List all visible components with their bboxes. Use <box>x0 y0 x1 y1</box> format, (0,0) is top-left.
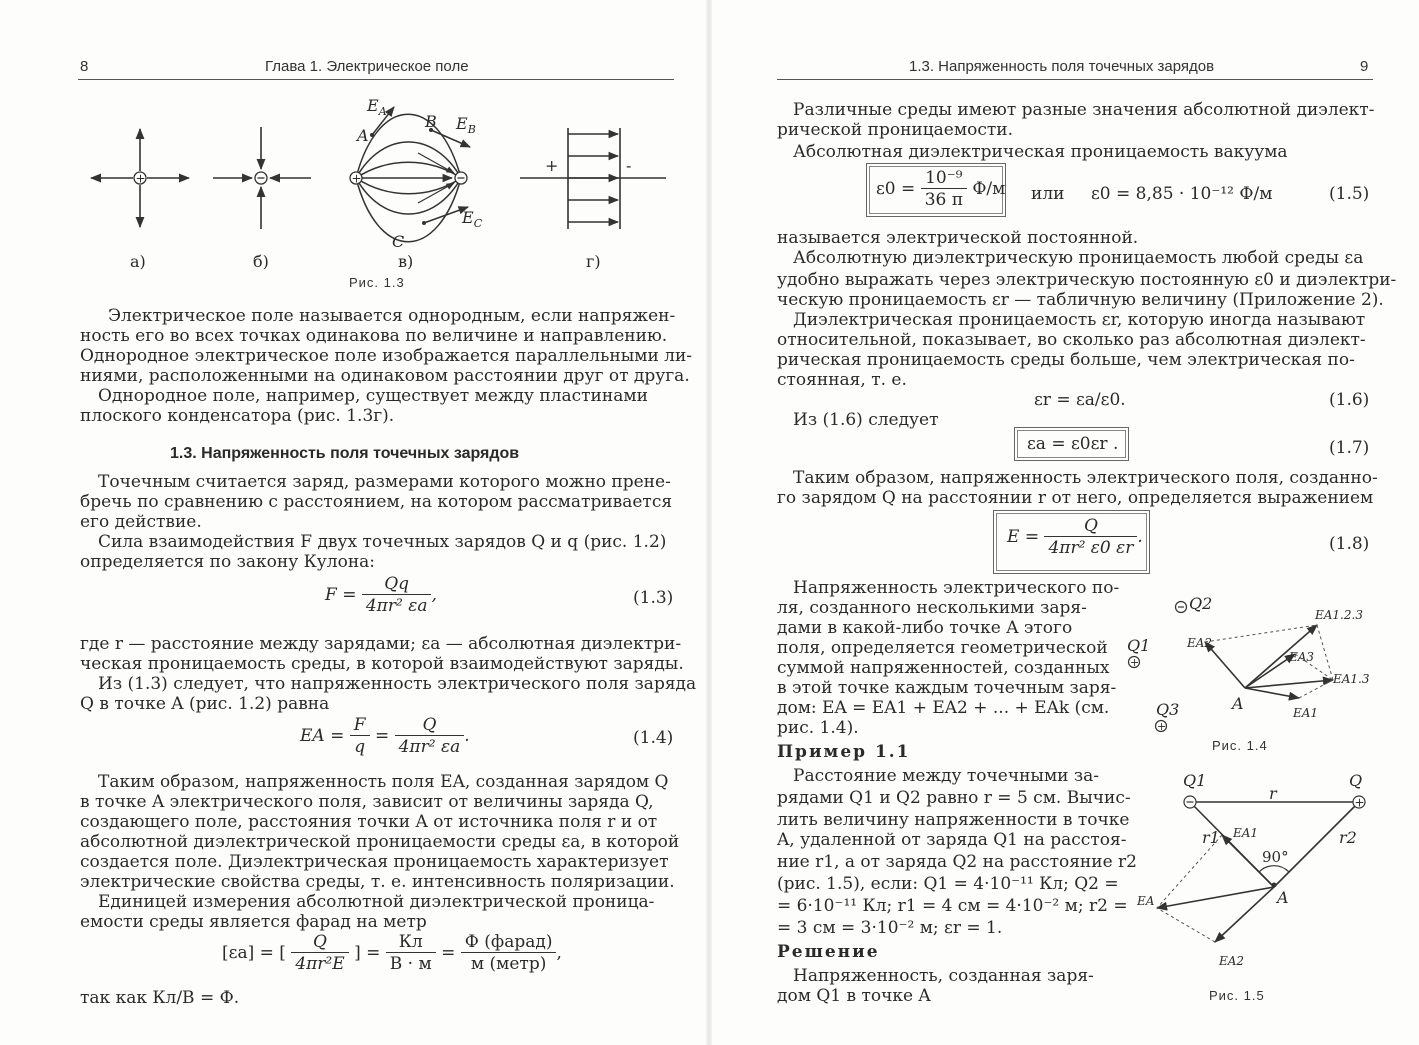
fig13-caption: Рис. 1.3 <box>349 275 405 290</box>
paragraph-line: (рис. 1.5), если: Q1 = 4·10⁻¹¹ Кл; Q2 = <box>777 874 1119 894</box>
paragraph-line: = 3 см = 3·10⁻² м; εr = 1. <box>777 918 1003 938</box>
fig14-label-EA13: EA1.3 <box>1333 672 1370 686</box>
paragraph-line: в точке A электрического поля, зависит от величины заряда Q, <box>80 792 654 812</box>
fig13-label-B: B <box>425 112 437 131</box>
equation-tag: (1.7) <box>1329 438 1370 458</box>
paragraph-line: ческую проницаемость εr — табличную величину (Приложение 2). <box>777 290 1384 310</box>
figure-1-3 <box>78 95 678 275</box>
fig14-label-A: A <box>1232 694 1244 713</box>
paragraph-line: ние r1, а от заряда Q2 на расстояние r2 <box>777 852 1137 872</box>
fig13a-positive-charge <box>91 129 189 227</box>
paragraph-line: Абсолютная диэлектрическая проницаемость вакуума <box>793 142 1288 162</box>
fig13-sub-b: б) <box>253 252 269 271</box>
paragraph-line: бречь по сравнению с расстоянием, на котором рассматривается <box>80 492 673 512</box>
fig14-label-Q3: Q3 <box>1156 700 1180 719</box>
paragraph-line: ниями, расположенными на одинаковом расстоянии друг от друга. <box>80 366 690 386</box>
fig13-label-C: C <box>392 232 405 251</box>
fig13b-negative-charge <box>213 127 311 229</box>
paragraph-line: его действие. <box>80 512 202 532</box>
paragraph-line: определяется по закону Кулона: <box>80 552 376 572</box>
equation-tag: (1.6) <box>1329 390 1370 410</box>
paragraph-line: Различные среды имеют разные значения абсолютной диэлект- <box>793 100 1375 120</box>
equation-unit: [εа] = [ $\frac{Q}{\text{4πr²E}}$ ] = $\frac{Кл}{В \cdot м}$ = $\frac{\text{Ф (фарад)}}{\text{м (метр)}}$ , <box>222 932 562 974</box>
svg-text:+: + <box>351 171 362 186</box>
paragraph-line: Сила взаимодействия F двух точечных зарядов Q и q (рис. 1.2) <box>98 532 667 552</box>
fig15-label-r2: r2 <box>1339 828 1357 847</box>
paragraph-line: создающего поле, расстояния точки A от источника поля r и от <box>80 812 658 832</box>
fig14-label-Q1: Q1 <box>1127 636 1151 655</box>
equation-1-6: εr = εа/ε0. <box>1034 390 1126 410</box>
section-title: 1.3. Напряженность поля точечных зарядов <box>170 445 520 462</box>
equation-1-7: εа = ε0εr . <box>1027 434 1119 454</box>
fig13-label-A: A <box>357 126 369 145</box>
equation-text: или <box>1031 184 1065 204</box>
fig15-label-Q: Q <box>1349 771 1363 790</box>
paragraph-line: Абсолютную диэлектрическую проницаемость любой среды εа <box>793 248 1364 268</box>
equation-tag: (1.3) <box>633 588 674 608</box>
fig13-sub-d: г) <box>586 252 601 271</box>
paragraph-line: емости среды является фарад на метр <box>80 912 427 932</box>
paragraph-line: абсолютной диэлектрической проницаемости среды εа, в которой <box>80 832 680 852</box>
equation-1-4: EA = $\frac{F}{q}$ = $\frac{Q}{\text{4πr² εа}}$ . <box>300 715 470 757</box>
paragraph-line: удобно выражать через электрическую постоянную ε0 и диэлектри- <box>777 270 1397 290</box>
paragraph-line: A, удаленной от заряда Q1 на расстоя- <box>777 830 1127 850</box>
paragraph-line: Однородное электрическое поле изображается параллельными ли- <box>80 346 693 366</box>
paragraph-line: Таким образом, напряженность поля EA, созданная зарядом Q <box>98 772 669 792</box>
fig13-sub-c: в) <box>398 252 414 271</box>
paragraph-line: рическая проницаемость среды больше, чем электрическая по- <box>777 350 1355 370</box>
paragraph-line: ля, созданного несколькими заря- <box>777 598 1087 618</box>
paragraph-line: называется электрической постоянной. <box>777 228 1139 248</box>
fig15-label-r: r <box>1269 784 1277 803</box>
svg-text:+: + <box>1130 656 1140 669</box>
running-header: Глава 1. Электрическое поле <box>265 58 469 75</box>
fig14-label-EA1: EA1 <box>1293 706 1319 720</box>
equation-tag: (1.8) <box>1329 534 1370 554</box>
paragraph-line: Расстояние между точечными за- <box>793 766 1100 786</box>
paragraph-line: так как Кл/В = Ф. <box>80 988 240 1008</box>
paragraph-line: дом: EA = EA1 + EA2 + ... + EAk (см. <box>777 698 1110 718</box>
svg-text:+: + <box>1157 720 1167 733</box>
paragraph-line: создается поле. Диэлектрическая проницаемость характеризует <box>80 852 669 872</box>
paragraph-line: стоянная, т. е. <box>777 370 907 390</box>
fig13-sub-a: а) <box>130 252 146 271</box>
paragraph-line: ческая проницаемость среды, в которой взаимодействуют заряды. <box>80 654 684 674</box>
paragraph-line: относительной, показывает, во сколько раз абсолютная диэлект- <box>777 330 1366 350</box>
fig15-label-A: A <box>1277 888 1289 907</box>
paragraph-line: Таким образом, напряженность электрического поля, созданно- <box>793 468 1378 488</box>
fig13-label-EA: $E_A$ <box>367 96 387 119</box>
paragraph-line: Напряженность электрического по- <box>793 578 1120 598</box>
solution-title: Решение <box>777 942 880 962</box>
fig15-label-r1: r1 <box>1202 828 1220 847</box>
page-number: 8 <box>80 58 89 75</box>
paragraph-line: поля, определяется геометрической <box>777 638 1108 658</box>
fig13-label-minus: - <box>626 156 632 175</box>
paragraph-line: Единицей измерения абсолютной диэлектрической проница- <box>98 892 655 912</box>
fig15-label-angle: 90° <box>1262 848 1289 866</box>
paragraph-line: Точечным считается заряд, размерами которого можно прене- <box>98 472 671 492</box>
fig15-caption: Рис. 1.5 <box>1209 988 1265 1003</box>
paragraph-line: го зарядом Q на расстоянии r от него, определяется выражением <box>777 488 1374 508</box>
paragraph-line: рической проницаемости. <box>777 120 1013 140</box>
equation-text: ε0 = 8,85 · 10⁻¹² Ф/м <box>1091 184 1273 204</box>
svg-text:+: + <box>135 171 146 186</box>
equation-tag: (1.5) <box>1329 184 1370 204</box>
fig14-label-Q2: Q2 <box>1189 594 1213 613</box>
equation-1-5: ε0 = $\frac{\text{10⁻⁹}}{36 \pi}$ Ф/м <box>876 168 1006 210</box>
svg-text:+: + <box>1354 795 1365 810</box>
paragraph-line: дами в какой-либо точке A этого <box>777 618 1073 638</box>
paragraph-line: ность его во всех точках одинакова по величине и направлению. <box>80 326 668 346</box>
fig14-label-EA123: EA1.2.3 <box>1315 608 1363 622</box>
fig13-label-plus: + <box>545 156 559 175</box>
paragraph-line: Напряженность, созданная заря- <box>793 966 1094 986</box>
paragraph-line: в этой точке каждым точечным заря- <box>777 678 1117 698</box>
example-title: Пример 1.1 <box>777 742 911 762</box>
paragraph-line: где r — расстояние между зарядами; εа — абсолютная диэлектри- <box>80 634 682 654</box>
fig15-label-EA1: EA1 <box>1233 826 1259 840</box>
paragraph-line: электрические свойства среды, т. е. интенсивность поляризации. <box>80 872 675 892</box>
page-number: 9 <box>1360 58 1369 75</box>
paragraph-line: суммой напряженностей, созданных <box>777 658 1110 678</box>
paragraph-line: рис. 1.4). <box>777 718 859 738</box>
paragraph-line: рядами Q1 и Q2 равно r = 5 см. Вычис- <box>777 788 1131 808</box>
fig13-label-EC: $E_C$ <box>462 208 483 231</box>
paragraph-line: Однородное поле, например, существует между пластинами <box>98 386 648 406</box>
paragraph-line: Q в точке A (рис. 1.2) равна <box>80 694 330 714</box>
header-rule <box>777 79 1373 80</box>
fig15-label-EA2: EA2 <box>1219 954 1245 968</box>
fig13d-uniform-field <box>520 128 666 229</box>
paragraph-line: плоского конденсатора (рис. 1.3г). <box>80 406 395 426</box>
equation-1-8: E = $\frac{Q}{\text{4πr² ε0 εr}}$ . <box>1007 516 1143 558</box>
fig14-label-EA3: EA3 <box>1289 650 1315 664</box>
paragraph-line: Из (1.6) следует <box>793 410 939 430</box>
left-page <box>0 0 709 1045</box>
paragraph-line: лить величину напряженности в точке <box>777 810 1130 830</box>
fig14-label-EA2: EA2 <box>1187 636 1213 650</box>
paragraph-line: дом Q1 в точке A <box>777 986 931 1006</box>
equation-tag: (1.4) <box>633 728 674 748</box>
paragraph-line: Диэлектрическая проницаемость εr, которую иногда называют <box>793 310 1366 330</box>
paragraph-line: Из (1.3) следует, что напряженность электрического поля заряда <box>98 674 697 694</box>
paragraph-line: Электрическое поле называется однородным, если напряжен- <box>108 306 676 326</box>
right-page <box>709 0 1419 1045</box>
fig13-label-EB: $E_B$ <box>456 114 476 137</box>
figure-1-5 <box>1119 790 1389 980</box>
equation-1-3: F = $\frac{Qq}{\text{4πr² εа}}$ , <box>325 574 437 616</box>
paragraph-line: = 6·10⁻¹¹ Кл; r1 = 4 см = 4·10⁻² м; r2 = <box>777 896 1128 916</box>
header-rule <box>78 79 674 80</box>
fig15-label-EA: EA <box>1137 894 1155 908</box>
running-header: 1.3. Напряженность поля точечных зарядов <box>909 58 1215 75</box>
fig15-label-Q1: Q1 <box>1183 771 1207 790</box>
fig14-caption: Рис. 1.4 <box>1212 738 1268 753</box>
